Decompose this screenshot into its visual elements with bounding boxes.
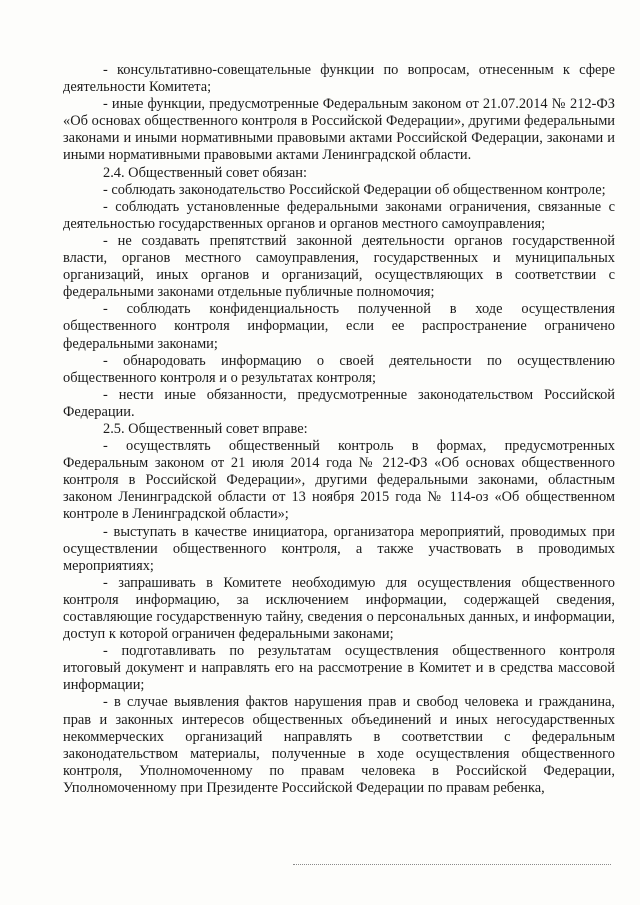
section-heading-2-4: 2.4. Общественный совет обязан:	[103, 164, 307, 181]
section-heading-2-5: 2.5. Общественный совет вправе:	[103, 420, 308, 437]
paragraph-right-request-information: - запрашивать в Комитете необходимую для осуществления общественного контроля информацию, за исключением информации, содержащей сведения, составляющие государственную тайну, сведения о персональных данных, и информации, доступ к которой ограничен федеральными законами;	[63, 574, 615, 643]
paragraph-right-send-materials: - в случае выявления фактов нарушения прав и свобод человека и гражданина, прав и законных интересов общественных объединений и иных негосударственных некоммерческих организаций направлять в соответствии с федеральным законодательством материалы, полученные в ходе осуществления общественного контроля, Уполномоченному по правам человека в Российской Федерации, Уполномоченному при Президенте Российской Федерации по правам ребенка,	[63, 694, 615, 796]
paragraph-right-initiate-events: - выступать в качестве инициатора, организатора мероприятий, проводимых при осуществлении общественного контроля, а также участвовать в проводимых мероприятиях;	[63, 523, 615, 574]
paragraph-obligation-confidentiality: - соблюдать конфиденциальность полученной в ходе осуществления общественного контроля информации, если ее распространение ограничено федеральными законами;	[63, 301, 615, 352]
paragraph-obligation-no-obstacles: - не создавать препятствий законной деятельности органов государственной власти, органов местного самоуправления, государственных и муниципальных организаций, иных органов и организаций, осуществляющих в соответствии с федеральными законами отдельные публичные полномочия;	[63, 232, 615, 301]
paragraph-obligation-publish: - обнародовать информацию о своей деятельности по осуществлению общественного контроля и о результатах контроля;	[63, 352, 615, 386]
paragraph-consultative-functions: - консультативно-совещательные функции по вопросам, отнесенным к сфере деятельности Комитета;	[63, 62, 615, 96]
paragraph-right-exercise-control: - осуществлять общественный контроль в формах, предусмотренных Федеральным законом от 21 июля 2014 года № 212-ФЗ «Об основах общественного контроля в Российской Федерации», другими федеральными законами, областным законом Ленинградской области от 13 ноября 2015 года № 114-оз «Об общественном контроле в Ленинградской области»;	[63, 438, 615, 523]
paragraph-obligation-comply-law: - соблюдать законодательство Российской Федерации об общественном контроле;	[103, 181, 606, 198]
document-body	[63, 62, 615, 797]
paragraph-right-prepare-document: - подготавливать по результатам осуществления общественного контроля итоговый документ и направлять его на рассмотрение в Комитет и в средства массовой информации;	[63, 643, 615, 694]
paragraph-obligation-other: - нести иные обязанности, предусмотренные законодательством Российской Федерации.	[63, 386, 615, 420]
paragraph-other-functions: - иные функции, предусмотренные Федеральным законом от 21.07.2014 № 212-ФЗ «Об основах общественного контроля в Российской Федерации», другими федеральными законами и иными нормативными правовыми актами Российской Федерации, законами и иными нормативными правовыми актами Ленинградской области.	[63, 96, 615, 164]
paragraph-obligation-restrictions: - соблюдать установленные федеральными законами ограничения, связанные с деятельностью государственных органов и органов местного самоуправления;	[63, 198, 615, 232]
scan-separator-line	[293, 864, 611, 865]
